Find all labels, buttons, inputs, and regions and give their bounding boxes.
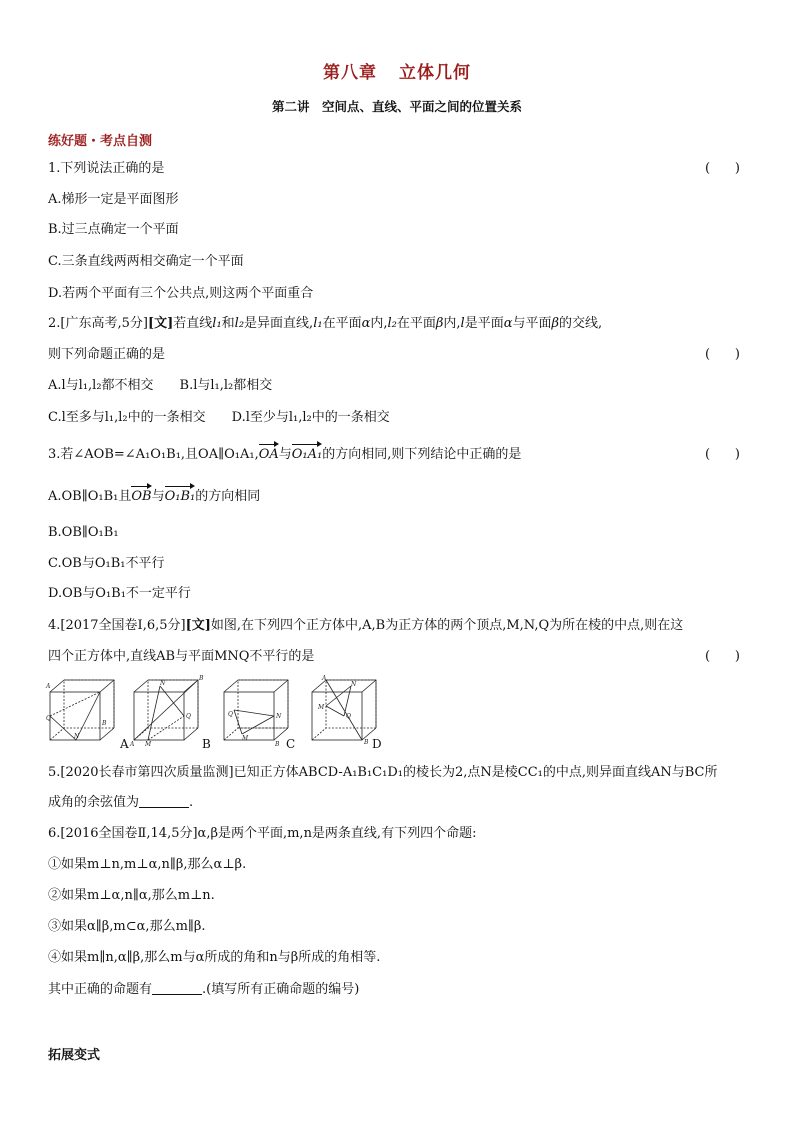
q2-text-3: 是异面直线, (244, 316, 314, 331)
q3-vector-o1a1: O₁A₁ (291, 447, 323, 462)
q2-alpha: α (361, 316, 371, 331)
q2-text-2: 和 (221, 316, 235, 331)
q3-a-text-2: 与 (151, 489, 165, 504)
q2-text-9: 与平面 (512, 316, 552, 331)
svg-text:A: A (46, 683, 51, 690)
q2-options-cd: C.l至多与l₁,l₂中的一条相交 D.l至少与l₁,l₂中的一条相交 (48, 410, 390, 425)
svg-text:Q: Q (346, 713, 351, 720)
q6-proposition-4: ④如果m∥n,α∥β,那么m与α所成的角和n与β所成的角相等. (48, 950, 381, 965)
q2-beta: β (435, 316, 444, 331)
section-heading-practice: 练好题・考点自测 (48, 134, 153, 149)
svg-text:Q: Q (46, 715, 51, 722)
svg-text:A: A (322, 675, 327, 682)
svg-text:B: B (364, 739, 369, 746)
q4-answer-paren: ( ) (705, 649, 740, 664)
q2-text-7: 内, (443, 316, 461, 331)
svg-text:M: M (242, 735, 249, 742)
q6-answer-line (48, 982, 359, 998)
q6-answer-blank[interactable] (152, 982, 202, 995)
q4-stem-line1 (48, 618, 683, 634)
q4-stem-line2: 四个正方体中,直线AB与平面MNQ不平行的是 (48, 649, 315, 664)
q2-l2-2: l₂ (387, 316, 397, 331)
svg-text:N: N (160, 680, 166, 687)
q1-option-c: C.三条直线两两相交确定一个平面 (48, 254, 244, 269)
q1-option-a: A.梯形一定是平面图形 (48, 192, 179, 207)
q3-text-2: 与 (278, 447, 292, 462)
q6-proposition-2: ②如果m⊥α,n∥α,那么m⊥n. (48, 888, 215, 903)
q3-answer-paren: ( ) (705, 447, 740, 462)
svg-text:M: M (145, 741, 152, 748)
chapter-name: 立体几何 (399, 63, 471, 83)
q4-source: 4.[2017全国卷Ⅰ,6,5分] (48, 618, 186, 633)
q2-answer-paren: ( ) (705, 347, 740, 362)
q3-vector-o1b1: O₁B₁ (164, 489, 196, 504)
cube-figure-d (308, 676, 380, 746)
q2-text-4: 在平面 (322, 316, 362, 331)
lesson-title: 第二讲 空间点、直线、平面之间的位置关系 (271, 99, 522, 114)
q1-stem: 1.下列说法正确的是 (48, 161, 165, 176)
svg-text:B: B (199, 675, 204, 682)
q2-l2: l₂ (234, 316, 245, 331)
q6-proposition-3: ③如果α∥β,m⊂α,那么m∥β. (48, 919, 206, 934)
chapter-number: 第八章 (323, 63, 377, 83)
q3-vector-oa: OA (258, 447, 279, 462)
q5-answer-blank[interactable] (139, 795, 189, 808)
svg-text:A: A (130, 741, 135, 748)
q2-l1-2: l₁ (313, 316, 323, 331)
svg-text:B: B (102, 720, 107, 727)
q3-vector-ob: OB (131, 489, 152, 504)
q3-option-b: B.OB∥O₁B₁ (48, 525, 119, 540)
q2-beta-2: β (551, 316, 560, 331)
q4-text-1: 如图,在下列四个正方体中,A,B为正方体的两个顶点,M,N,Q为所在棱的中点,则在这 (210, 618, 684, 633)
q1-option-d: D.若两个平面有三个公共点,则这两个平面重合 (48, 286, 314, 301)
q2-text-6: 在平面 (396, 316, 436, 331)
q1-answer-paren: ( ) (705, 161, 740, 176)
q2-stem-line2: 则下列命题正确的是 (48, 347, 166, 362)
q3-option-c: C.OB与O₁B₁不平行 (48, 556, 165, 571)
q6-stem: 6.[2016全国卷Ⅱ,14,5分]α,β是两个平面,m,n是两条直线,有下列四个命题: (48, 826, 477, 841)
cube-label-c: C (286, 737, 296, 751)
q3-text-1: 3.若∠AOB=∠A₁O₁B₁,且OA∥O₁A₁, (48, 447, 259, 462)
q5-stem-line2 (48, 795, 193, 811)
q6-answer-note: .(填写所有正确命题的编号) (202, 982, 360, 997)
section-heading-extension: 拓展变式 (48, 1048, 101, 1063)
q2-tag: [文] (147, 316, 174, 331)
svg-text:N: N (74, 733, 80, 740)
q3-stem (48, 447, 521, 463)
q3-a-text-1: A.OB∥O₁B₁且 (48, 489, 132, 504)
q3-text-3: 的方向相同,则下列结论中正确的是 (322, 447, 522, 462)
cube-figure-c (220, 676, 292, 746)
q2-text-1: 若直线 (173, 316, 213, 331)
q2-l1: l₁ (212, 316, 222, 331)
q6-answer-text: 其中正确的命题有 (48, 982, 153, 997)
q5-end: . (189, 795, 194, 810)
cube-figure-b (130, 676, 202, 746)
q2-options-ab: A.l与l₁,l₂都不相交 B.l与l₁,l₂都相交 (48, 378, 273, 393)
q5-text: 成角的余弦值为 (48, 795, 140, 810)
q1-option-b: B.过三点确定一个平面 (48, 222, 179, 237)
cube-figure-a (46, 676, 118, 746)
cube-label-d: D (372, 737, 382, 751)
q6-proposition-1: ①如果m⊥n,m⊥α,n∥β,那么α⊥β. (48, 857, 247, 872)
svg-text:N: N (351, 681, 357, 688)
q2-text-5: 内, (370, 316, 388, 331)
q2-text-10: 的交线, (559, 316, 603, 331)
chapter-title (0, 58, 794, 83)
q2-source: 2.[广东高考,5分] (48, 316, 148, 331)
cube-label-b: B (202, 737, 211, 751)
q3-option-a (48, 489, 260, 505)
q3-a-text-3: 的方向相同 (195, 489, 261, 504)
q2-alpha-2: α (503, 316, 513, 331)
cube-label-a: A (120, 737, 129, 751)
q2-stem-line1 (48, 316, 602, 332)
q3-option-d: D.OB与O₁B₁不一定平行 (48, 586, 191, 601)
q5-stem-line1: 5.[2020长春市第四次质量监测]已知正方体ABCD-A₁B₁C₁D₁的棱长为2,点N是棱CC₁的中点,则异面直线AN与BC所 (48, 765, 718, 780)
svg-text:N: N (276, 713, 282, 720)
svg-text:M: M (318, 704, 325, 711)
svg-text:Q: Q (186, 713, 191, 720)
svg-text:Q: Q (228, 711, 233, 718)
svg-text:B: B (275, 741, 280, 748)
q2-text-8: 是平面 (464, 316, 504, 331)
q4-tag: [文] (185, 618, 211, 633)
q2-l: l (460, 316, 465, 331)
